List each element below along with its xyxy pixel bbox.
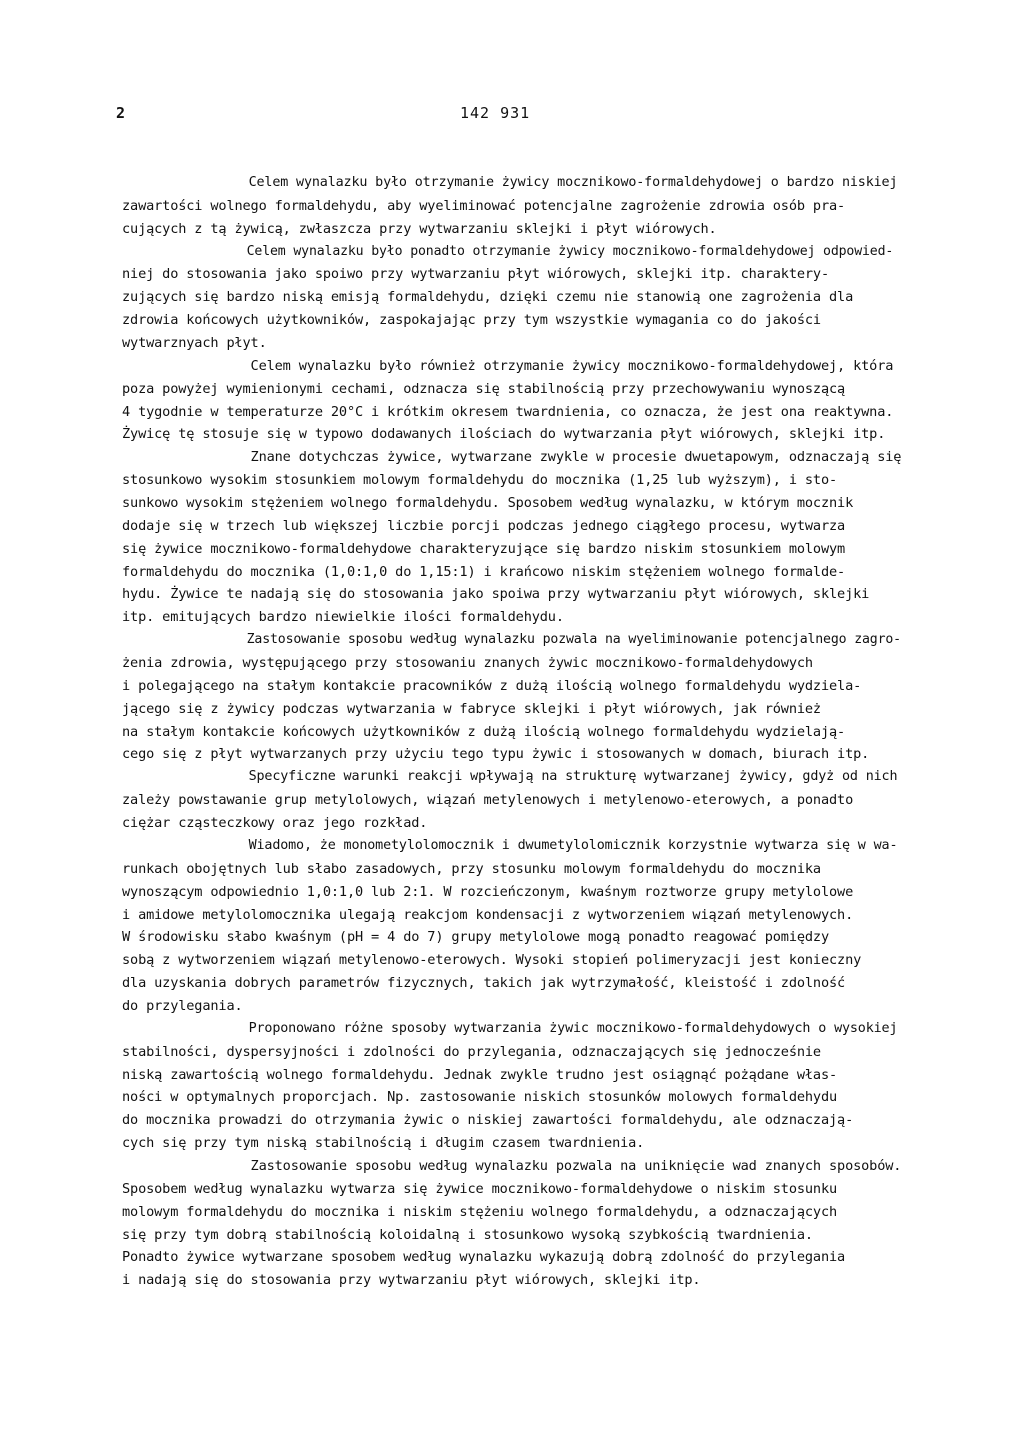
text-line: Celem wynalazku było otrzymanie żywicy mocznikowo-formaldehydowej o bardzo niskiej bbox=[122, 175, 898, 190]
text-line: się przy tym dobrą stabilnością koloidalną i stosunkowo wysoką szybkością twardnienia. bbox=[122, 1226, 813, 1243]
text-line: i nadają się do stosowania przy wytwarzaniu płyt wiórowych, sklejki itp. bbox=[122, 1272, 701, 1289]
text-line: zdrowia końcowych użytkowników, zaspokajając przy tym wszystkie wymagania co do jakości bbox=[122, 312, 821, 329]
text-line: dla uzyskania dobrych parametrów fizycznych, takich jak wytrzymałość, kleistość i zdolność bbox=[122, 975, 846, 992]
text-line: ciężar cząsteczkowy oraz jego rozkład. bbox=[122, 815, 428, 832]
text-line: cych się przy tym niską stabilnością i długim czasem twardnienia. bbox=[122, 1135, 645, 1152]
text-line: stosunkowo wysokim stosunkiem molowym formaldehydu do mocznika (1,25 lub wyższym), i sto- bbox=[122, 472, 838, 489]
text-line: molowym formaldehydu do mocznika i niskim stężeniu wolnego formaldehydu, a odznaczających bbox=[122, 1203, 838, 1220]
text-line: runkach obojętnych lub słabo zasadowych, przy stosunku molowym formaldehydu do mocznika bbox=[122, 860, 821, 877]
text-line: hydu. Żywice te nadają się do stosowania jako spoiwa przy wytwarzaniu płyt wiórowych, sklejki bbox=[122, 586, 870, 603]
text-line: wytwarznyach płyt. bbox=[122, 335, 267, 352]
text-line: żenia zdrowia, występującego przy stosowaniu znanych żywic mocznikowo-formaldehydowych bbox=[122, 655, 813, 672]
text-line: Zastosowanie sposobu według wynalazku pozwala na uniknięcie wad znanych sposobów. bbox=[122, 1157, 902, 1174]
text-line: cego się z płyt wytwarzanych przy użyciu tego typu żywic i stosowanych w domach, biurach itp. bbox=[122, 746, 870, 763]
text-line: wynoszącym odpowiednio 1,0:1,0 lub 2:1. W rozcieńczonym, kwaśnym roztworze grupy metylolowe bbox=[122, 883, 854, 900]
text-line: zależy powstawanie grup metylolowych, wiązań metylenowych i metylenowo-eterowych, a ponadto bbox=[122, 792, 854, 809]
text-line: W środowisku słabo kwaśnym (pH = 4 do 7) grupy metylolowe mogą ponadto reagować pomiędzy bbox=[122, 929, 830, 946]
text-line: Żywicę tę stosuje się w typowo dodawanych ilościach do wytwarzania płyt wiórowych, sklejki itp. bbox=[122, 426, 886, 443]
text-line: zujących się bardzo niską emisją formaldehydu, dzięki czemu nie stanowią one zagrożenia dla bbox=[122, 289, 854, 306]
text-line: Celem wynalazku było ponadto otrzymanie żywicy mocznikowo-formaldehydowej odpowied- bbox=[122, 243, 894, 259]
text-line: dodaje się w trzech lub większej liczbie porcji podczas jednego ciągłego procesu, wytwarza bbox=[122, 517, 846, 534]
text-line: Zastosowanie sposobu według wynalazku pozwala na wyeliminowanie potencjalnego zagro- bbox=[122, 632, 901, 648]
text-line: Proponowano różne sposoby wytwarzania żywic mocznikowo-formaldehydowych o wysokiej bbox=[122, 1020, 898, 1036]
text-line: Celem wynalazku było również otrzymanie żywicy mocznikowo-formaldehydowej, która bbox=[122, 357, 894, 374]
text-line: sunkowo wysokim stężeniem wolnego formaldehydu. Sposobem według wynalazku, w którym mocznik bbox=[122, 495, 854, 512]
text-line: niej do stosowania jako spoiwo przy wytwarzaniu płyt wiórowych, sklejki itp. charaktery- bbox=[122, 266, 830, 283]
text-line: 4 tygodnie w temperaturze 20°C i krótkim okresem twardnienia, co oznacza, że jest ona reaktywna. bbox=[122, 403, 894, 420]
page-number: 2 bbox=[116, 104, 126, 122]
text-line: ności w optymalnych proporcjach. Np. zastosowanie niskich stosunków molowych formaldehydu bbox=[122, 1089, 838, 1106]
body-text bbox=[122, 172, 902, 1292]
text-line: na stałym kontakcie końcowych użytkowników z dużą ilością wolnego formaldehydu wydzielają- bbox=[122, 723, 846, 740]
patent-number: 142 931 bbox=[460, 104, 531, 122]
text-line: i amidowe metylolomocznika ulegają reakcjom kondensacji z wytworzeniem wiązań metylenowych. bbox=[122, 906, 854, 923]
text-line: sobą z wytworzeniem wiązań metylenowo-eterowych. Wysoki stopień polimeryzacji jest konieczny bbox=[122, 952, 862, 969]
text-line: poza powyżej wymienionymi cechami, odznacza się stabilnością przy przechowywaniu wynoszącą bbox=[122, 380, 846, 397]
text-line: się żywice mocznikowo-formaldehydowe charakteryzujące się bardzo niskim stosunkiem molowym bbox=[122, 540, 846, 557]
text-line: Sposobem według wynalazku wytwarza się żywice mocznikowo-formaldehydowe o niskim stosunku bbox=[122, 1180, 838, 1197]
text-line: do przylegania. bbox=[122, 997, 243, 1014]
text-line: itp. emitujących bardzo niewielkie ilości formaldehydu. bbox=[122, 609, 564, 626]
text-line: Wiadomo, że monometylolomocznik i dwumetylolomicznik korzystnie wytwarza się w wa- bbox=[122, 837, 898, 853]
text-line: jącego się z żywicy podczas wytwarzania w fabryce sklejki i płyt wiórowych, jak również bbox=[122, 700, 821, 717]
text-line: stabilności, dyspersyjności i zdolności do przylegania, odznaczających się jednocześnie bbox=[122, 1043, 821, 1060]
text-line: Ponadto żywice wytwarzane sposobem według wynalazku wykazują dobrą zdolność do przylegania bbox=[122, 1249, 846, 1266]
text-line: niską zawartością wolnego formaldehydu. Jednak zwykle trudno jest osiągnąć pożądane włas- bbox=[122, 1066, 838, 1083]
text-line: Specyficzne warunki reakcji wpływają na strukturę wytwarzanej żywicy, gdyż od nich bbox=[122, 769, 898, 785]
text-line: Znane dotychczas żywice, wytwarzane zwykle w procesie dwuetapowym, odznaczają się bbox=[122, 449, 902, 466]
text-line: cujących z tą żywicą, zwłaszcza przy wytwarzaniu sklejki i płyt wiórowych. bbox=[122, 220, 717, 237]
text-line: i polegającego na stałym kontakcie pracowników z dużą ilością wolnego formaldehydu wydziela- bbox=[122, 677, 862, 694]
text-line: zawartości wolnego formaldehydu, aby wyeliminować potencjalne zagrożenie zdrowia osób pra- bbox=[122, 197, 846, 214]
text-line: formaldehydu do mocznika (1,0:1,0 do 1,15:1) i krańcowo niskim stężeniem wolnego formalde- bbox=[122, 563, 846, 580]
text-line: do mocznika prowadzi do otrzymania żywic o niskiej zawartości formaldehydu, ale odznaczają- bbox=[122, 1112, 854, 1129]
